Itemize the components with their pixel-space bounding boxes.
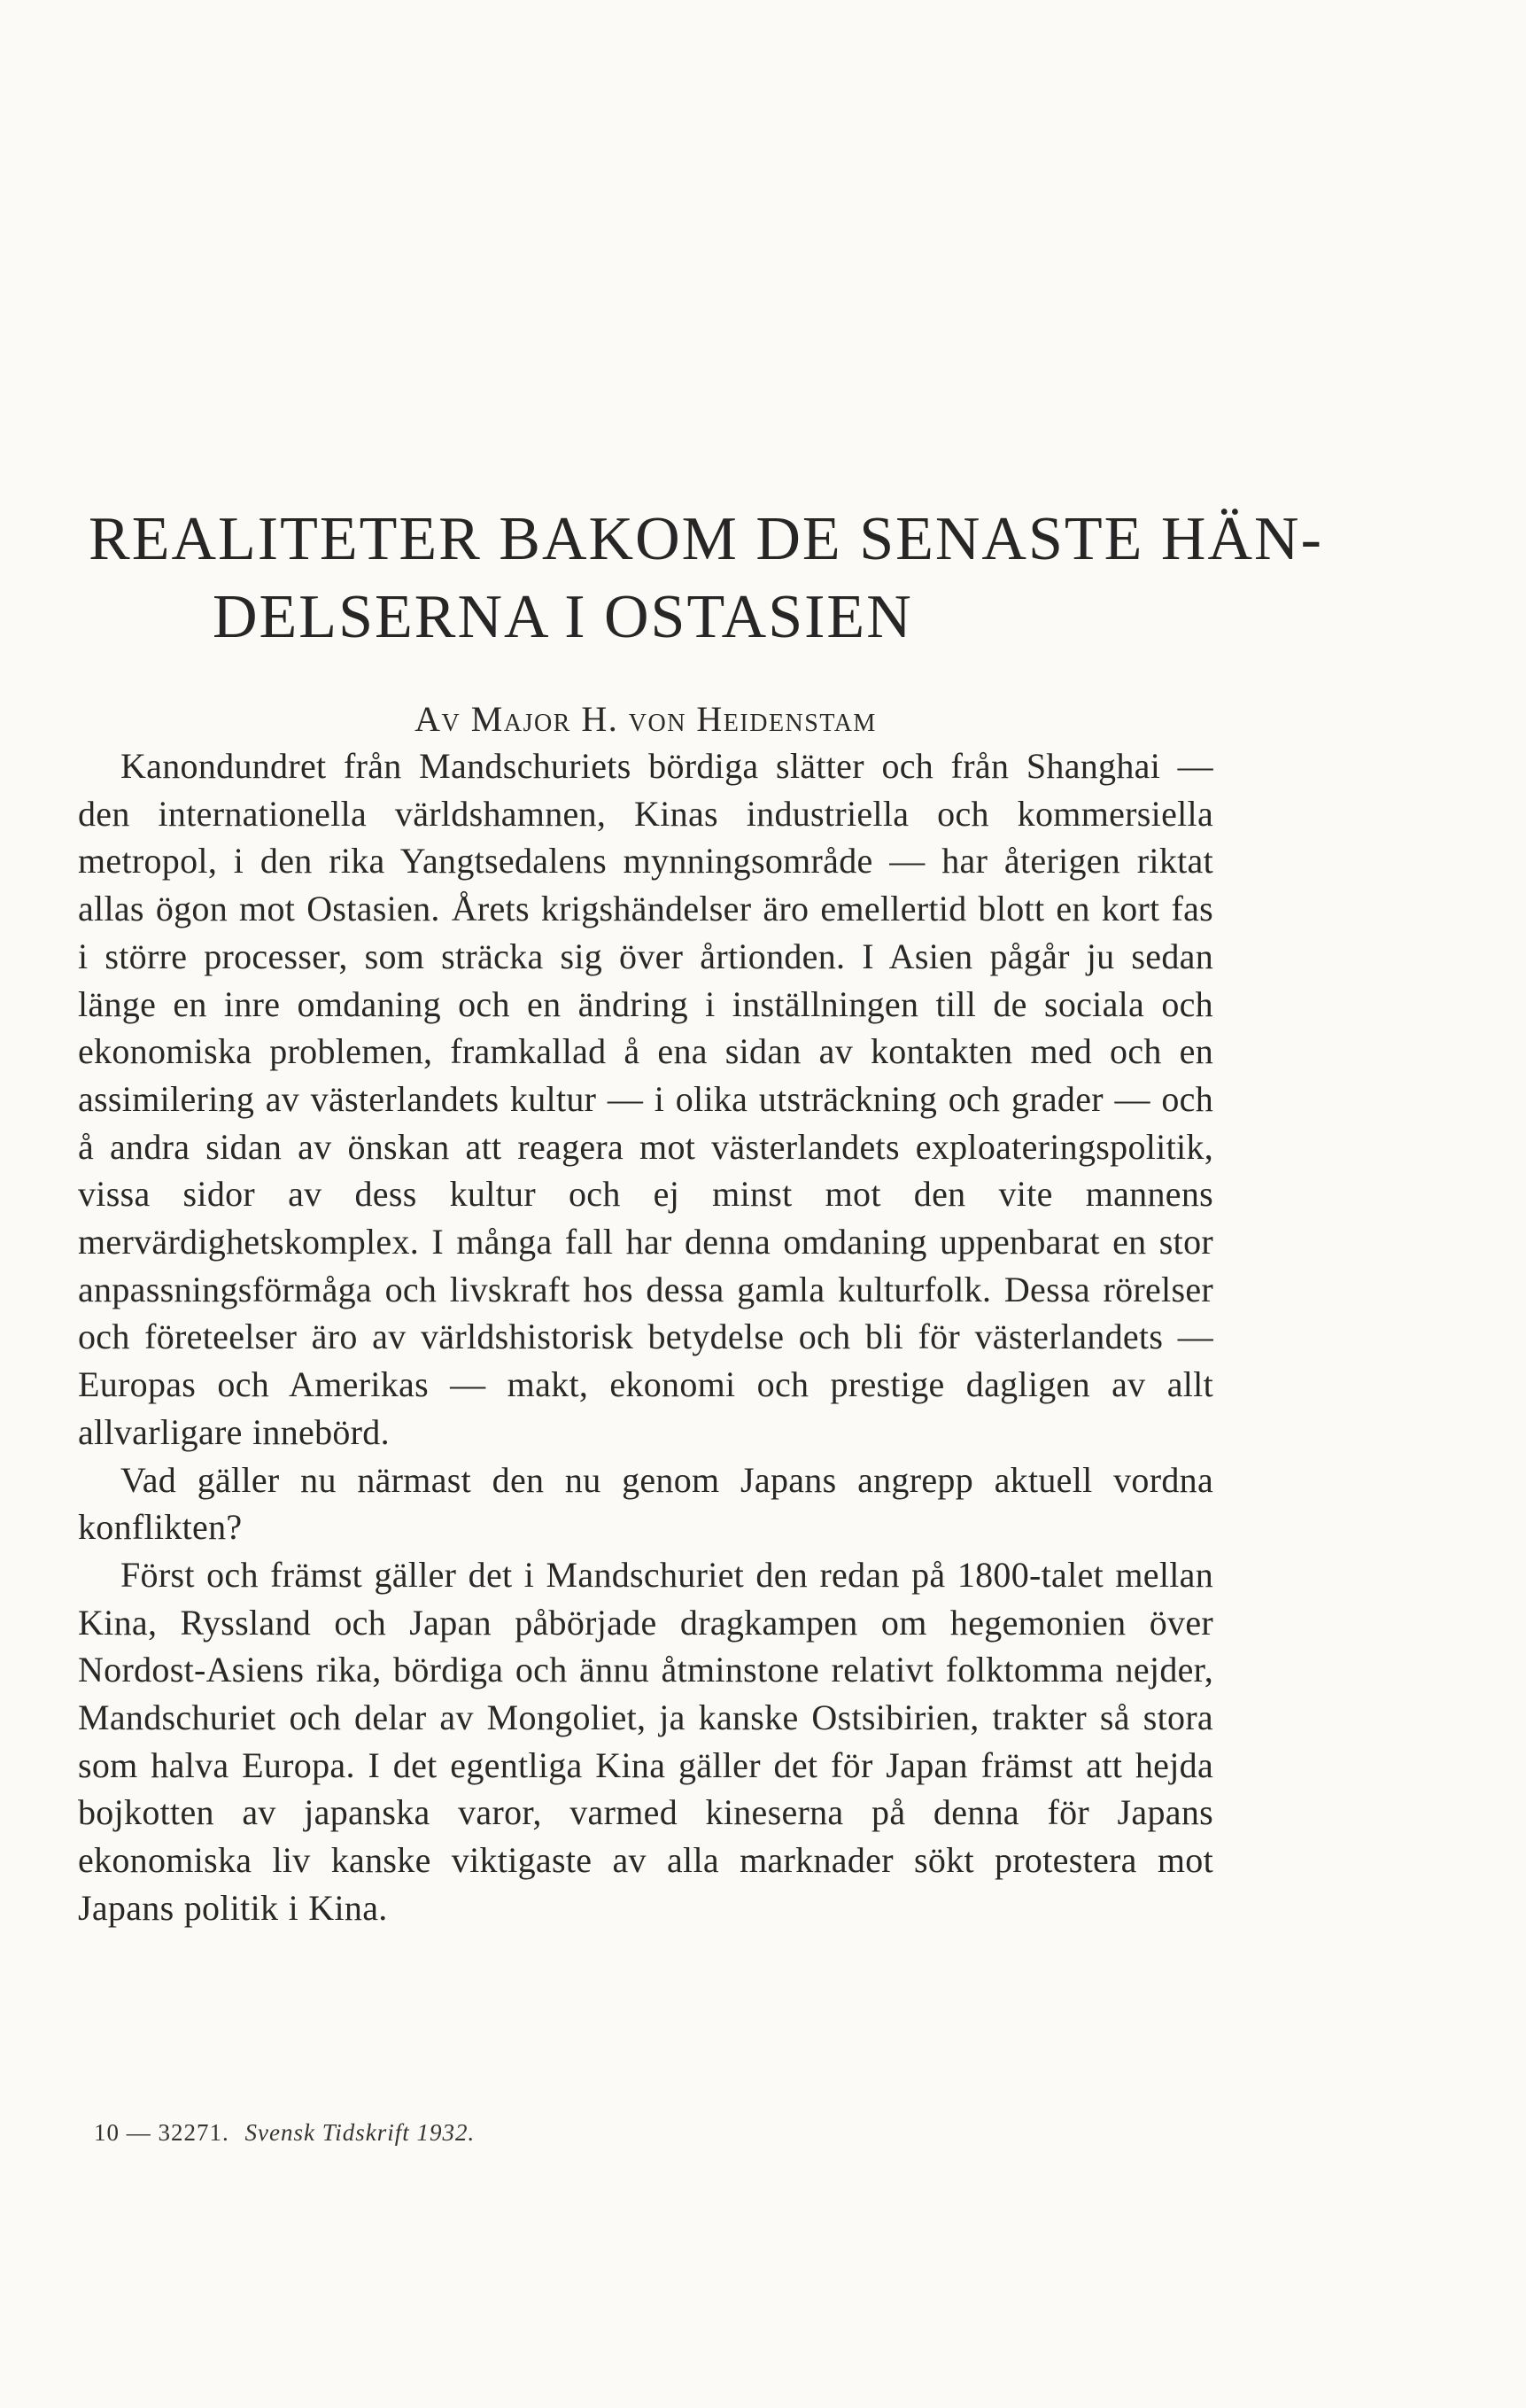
article-body	[78, 742, 1213, 1932]
article-title	[89, 501, 1323, 656]
footer-signature: 10 — 32271.	[94, 2119, 229, 2146]
article-title-line-1: REALITETER BAKOM DE SENASTE HÄN-	[89, 505, 1323, 573]
page-footer	[94, 2117, 475, 2148]
paragraph: Kanondundret från Mandschuriets bördiga slätter och från Shanghai — den internationella världshamnen, Kinas industriella och kommersiella metropol, i den rika Yangtsedalens mynningsområde — har återigen riktat allas ögon mot Ostasien. Årets krigshändelser äro emellertid blott en kort fas i större processer, som sträcka sig över årtionden. I Asien pågår ju sedan länge en inre omdaning och en ändring i inställningen till de sociala och ekonomiska problemen, framkallad å ena sidan av kontakten med och en assimilering av västerlandets kultur — i olika utsträckning och grader — och å andra sidan av önskan att reagera mot västerlandets exploateringspolitik, vissa sidor av dess kultur och ej minst mot den vite mannens mervärdighetskomplex. I många fall har denna omdaning uppenbarat en stor anpassningsförmåga och livskraft hos dessa gamla kulturfolk. Dessa rörelser och företeelser äro av världshistorisk betydelse och bli för västerlandets — Europas och Amerikas — makt, ekonomi och prestige dagligen av allt allvarligare innebörd.	[78, 746, 1213, 1452]
article-title-line-2: DELSERNA I OSTASIEN	[213, 583, 913, 651]
article-byline: Av Major H. von Heidenstam	[414, 699, 877, 739]
paragraph: Vad gäller nu närmast den nu genom Japans angrepp aktuell vordna konflikten?	[78, 1459, 1213, 1548]
document-page	[78, 0, 1323, 2408]
footer-journal: Svensk Tidskrift 1932.	[244, 2119, 476, 2146]
paragraph: Först och främst gäller det i Mandschuriet den redan på 1800-talet mellan Kina, Ryssland och Japan påbörjade dragkampen om hegemonien över Nordost-Asiens rika, bördiga och ännu åtminstone relativt folktomma nejder, Mandschuriet och delar av Mongoliet, ja kanske Ostsibirien, trakter så stora som halva Europa. I det egentliga Kina gäller det för Japan främst att hejda bojkotten av japanska varor, varmed kineserna på denna för Japans ekonomiska liv kanske viktigaste av alla marknader sökt protestera mot Japans politik i Kina.	[78, 1554, 1213, 1928]
